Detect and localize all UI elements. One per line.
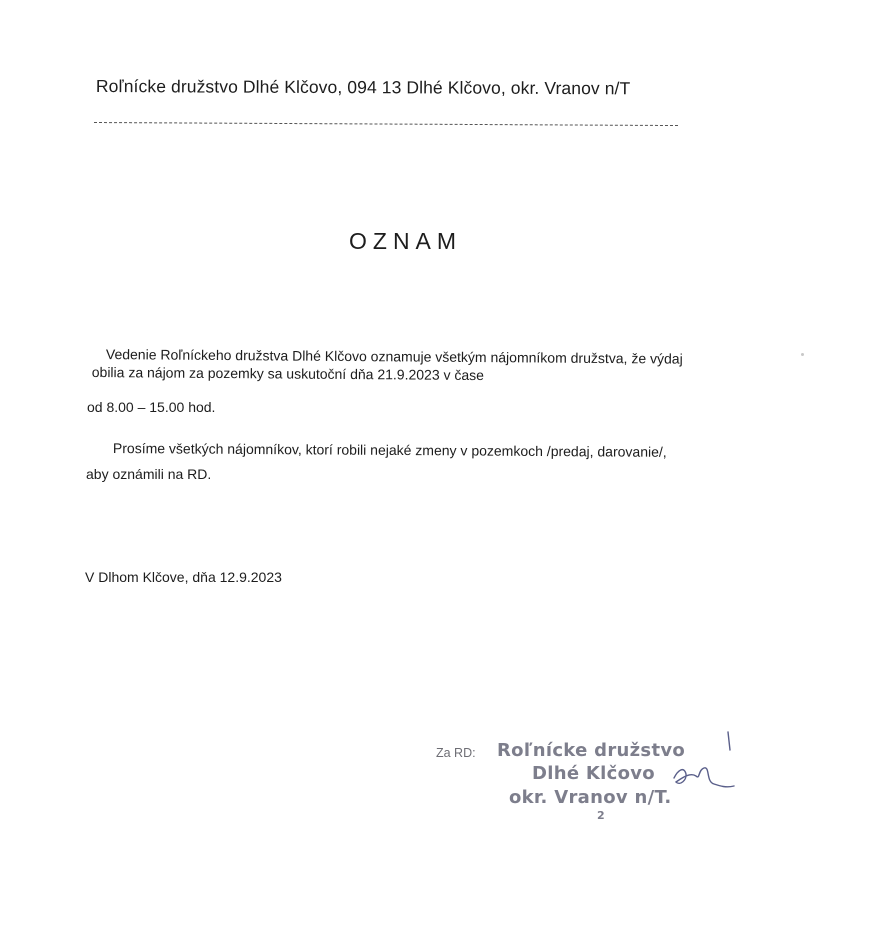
paragraph-announcement	[92, 345, 683, 386]
paragraph-time: od 8.00 – 15.00 hod.	[87, 399, 216, 415]
stamp-line: Roľnícke družstvo	[497, 740, 686, 761]
stamp-line: Dlhé Klčovo	[532, 763, 655, 784]
letterhead-divider	[94, 122, 678, 126]
place-and-date: V Dlhom Klčove, dňa 12.9.2023	[85, 569, 282, 585]
paragraph-request: Prosíme všetkých nájomníkov, ktorí robili nejaké zmeny v pozemkoch /predaj, darovanie/,	[112, 439, 667, 460]
document-title: OZNAM	[349, 228, 463, 254]
signature-label: Za RD:	[436, 746, 476, 760]
handwritten-signature	[660, 730, 740, 800]
paragraph-request-continued: aby oznámili na RD.	[86, 466, 212, 482]
stamp-number: 2	[597, 809, 605, 822]
paragraph-line: Vedenie Roľníckeho družstva Dlhé Klčovo oznamuje všetkým nájomníkom družstva, že výdaj	[105, 346, 683, 367]
letterhead: Roľnícke družstvo Dlhé Klčovo, 094 13 Dlhé Klčovo, okr. Vranov n/T	[95, 76, 631, 99]
stamp-line: okr. Vranov n/T.	[509, 787, 672, 808]
scan-speck	[801, 353, 804, 356]
paragraph-line: obilia za nájom za pozemky sa uskutoční dňa 21.9.2023 v čase	[91, 363, 485, 384]
